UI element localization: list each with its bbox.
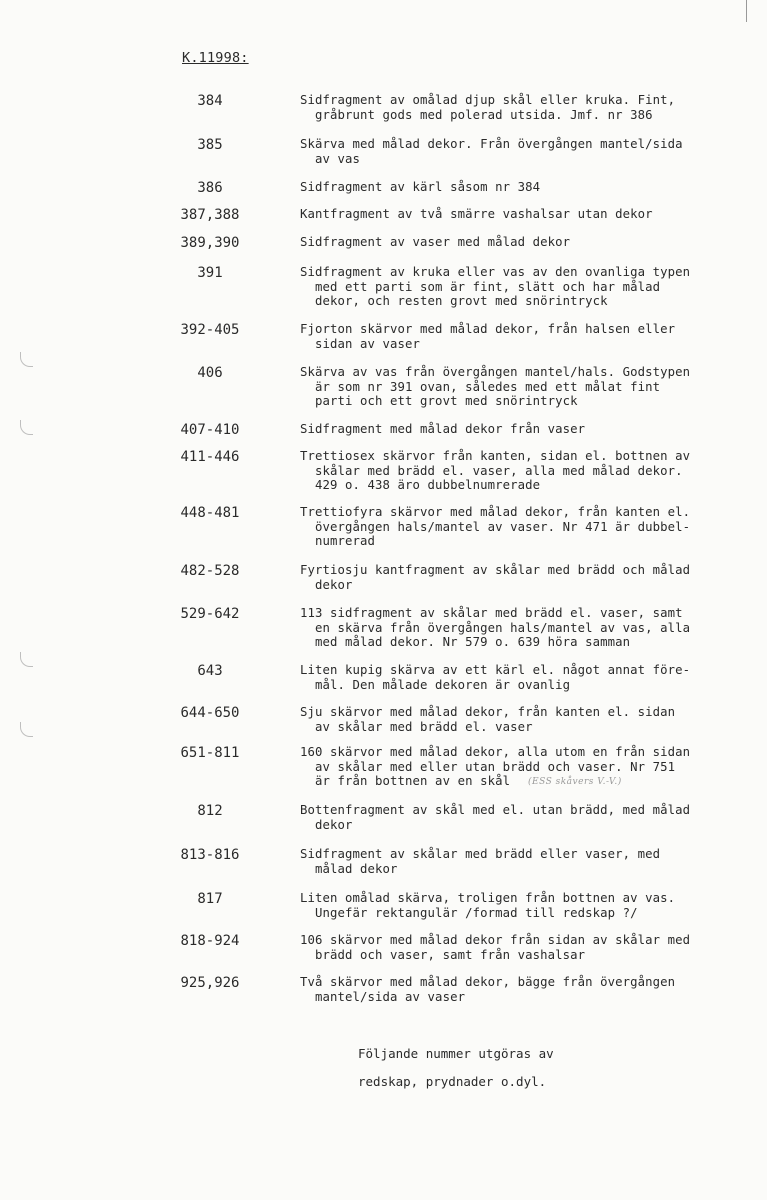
entry-description: 106 skärvor med målad dekor från sidan av skålar med brädd och vaser, samt från vashalsar [300,933,691,962]
entry-number: 817 [197,891,223,907]
entry-description: Kantfragment av två smärre vashalsar utan dekor [300,207,653,221]
edge-mark [746,0,747,22]
entry-description: Trettiosex skärvor från kanten, sidan el. bottnen av skålar med brädd el. vaser, alla med målad dekor. 429 o. 438 äro dubbelnumrerade [300,449,691,492]
entry-description: 160 skärvor med målad dekor, alla utom en från sidan av skålar med eller utan brädd och vaser. Nr 751 är från bottnen av en skål [300,745,691,788]
catalog-heading: K.11998: [182,50,249,66]
entry-number: 482-528 [180,563,240,579]
entry-description: 113 sidfragment av skålar med brädd el. vaser, samt en skärva från övergången hals/mantel av vas, alla med målad dekor. Nr 579 o. 639 höra samman [300,606,691,649]
footer-line-2: redskap, prydnader o.dyl. [358,1074,547,1089]
entry-number: 406 [197,365,223,381]
entry-number: 389,390 [180,235,240,251]
entry-description: Fjorton skärvor med målad dekor, från halsen eller sidan av vaser [300,322,676,351]
entry-number: 392-405 [180,322,240,338]
punch-hole-mark [20,420,33,435]
entry-description: Liten omålad skärva, troligen från bottnen av vas. Ungefär rektangulär /formad till redskap ?/ [300,891,676,920]
entry-number: 385 [197,137,223,153]
entry-number: 812 [197,803,223,819]
footer-line-1: Följande nummer utgöras av [358,1046,554,1061]
entry-description: Trettiofyra skärvor med målad dekor, från kanten el. övergången hals/mantel av vaser. Nr 471 är dubbel- numrerad [300,505,691,548]
entry-description: Skärva med målad dekor. Från övergången mantel/sida av vas [300,137,683,166]
entry-description: Sidfragment av kruka eller vas av den ovanliga typen med ett parti som är fint, slätt och har målad dekor, och resten grovt med snörintryck [300,265,691,308]
entry-description: Sidfragment med målad dekor från vaser [300,422,586,436]
entry-number: 813-816 [180,847,240,863]
entry-number: 387,388 [180,207,240,223]
entry-description: Sju skärvor med målad dekor, från kanten el. sidan av skålar med brädd el. vaser [300,705,676,734]
punch-hole-mark [20,722,33,737]
entry-number: 391 [197,265,223,281]
entry-number: 411-446 [180,449,240,465]
entry-number: 818-924 [180,933,240,949]
entry-description: Två skärvor med målad dekor, bägge från övergången mantel/sida av vaser [300,975,676,1004]
handwritten-note: (ESS skåvers V.-V.) [528,777,622,787]
entry-description: Sidfragment av omålad djup skål eller kruka. Fint, gråbrunt gods med polerad utsida. Jmf. nr 386 [300,93,676,122]
punch-hole-mark [20,652,33,667]
punch-hole-mark [20,352,33,367]
entry-number: 448-481 [180,505,240,521]
entry-number: 529-642 [180,606,240,622]
entry-number: 384 [197,93,223,109]
entry-description: Skärva av vas från övergången mantel/hals. Godstypen är som nr 391 ovan, således med ett målat fint parti och ett grovt med snörintryck [300,365,691,408]
entry-number: 386 [197,180,223,196]
entry-description: Sidfragment av vaser med målad dekor [300,235,571,249]
entry-description: Liten kupig skärva av ett kärl el. något annat före- mål. Den målade dekoren är ovanlig [300,663,691,692]
entry-number: 644-650 [180,705,240,721]
entry-number: 643 [197,663,223,679]
entry-number: 651-811 [180,745,240,761]
entry-description: Sidfragment av kärl såsom nr 384 [300,180,541,194]
entry-description: Fyrtiosju kantfragment av skålar med brädd och målad dekor [300,563,691,592]
entry-number: 925,926 [180,975,240,991]
entry-description: Sidfragment av skålar med brädd eller vaser, med målad dekor [300,847,661,876]
entry-description: Bottenfragment av skål med el. utan brädd, med målad dekor [300,803,691,832]
entry-number: 407-410 [180,422,240,438]
